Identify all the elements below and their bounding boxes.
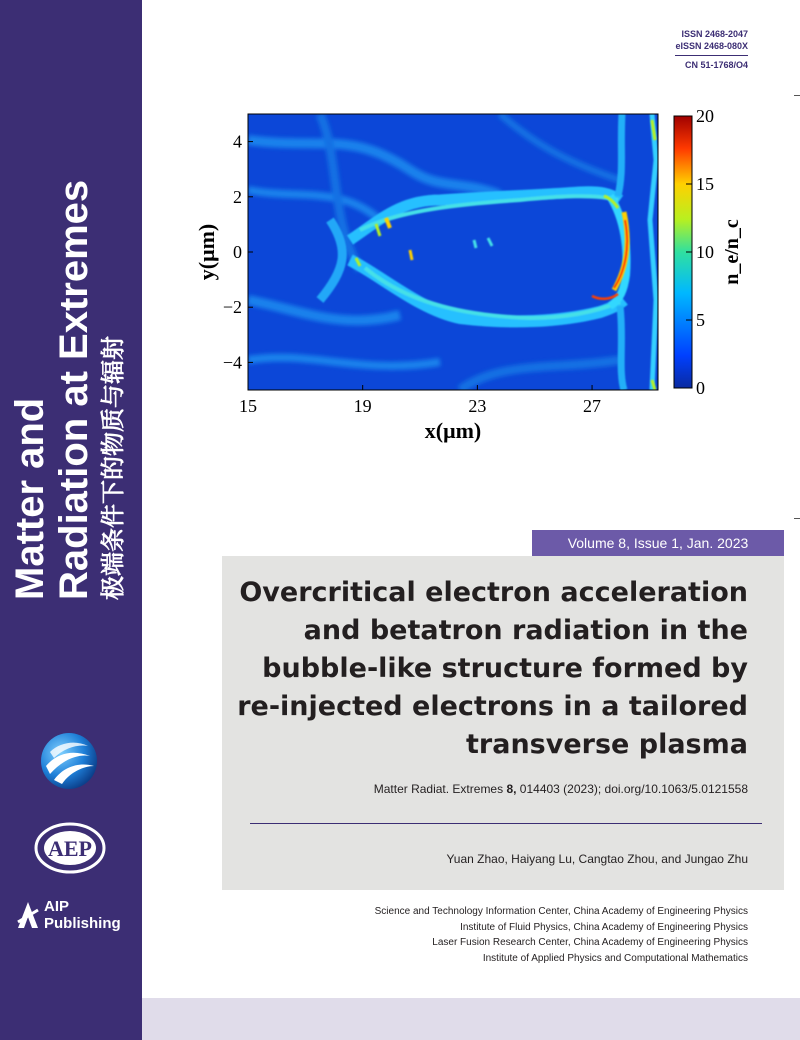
affiliation-item: Science and Technology Information Center, China Academy of Engineering Physics — [374, 906, 748, 917]
journal-title-vertical — [0, 0, 142, 1040]
journal-title-chinese: 极端条件下的物质与辐射 — [99, 336, 127, 600]
density-heatmap-figure — [194, 100, 760, 450]
y-tick-label: −4 — [222, 352, 242, 373]
trim-mark — [794, 518, 800, 519]
x-tick-label: 27 — [583, 396, 602, 416]
aip-logo-text — [44, 898, 121, 932]
aip-logo-line2: Publishing — [44, 915, 121, 932]
x-axis-label: x(μm) — [424, 418, 482, 443]
divider — [250, 823, 762, 824]
colorbar-tick-label: 15 — [696, 174, 714, 194]
affiliation-item: Laser Fusion Research Center, China Academy of Engineering Physics — [432, 937, 748, 948]
affiliation-item: Institute of Fluid Physics, China Academy of Engineering Physics — [460, 921, 748, 933]
article-citation — [236, 782, 748, 796]
citation-rest: 014403 (2023); doi.org/10.1063/5.0121558 — [516, 782, 748, 796]
aep-logo-icon — [34, 822, 106, 874]
aep-logo-text: AEP — [48, 836, 92, 861]
issue-volume-label: Volume 8, Issue 1, Jan. 2023 — [532, 530, 784, 556]
citation-volume: 8, — [506, 782, 517, 796]
affiliation-item: Institute of Applied Physics and Computational Mathematics — [482, 952, 748, 964]
trim-mark — [794, 95, 800, 96]
aip-publishing-logo — [16, 898, 128, 934]
aip-arrow-icon — [16, 900, 40, 930]
aip-logo-line1: AIP — [44, 898, 70, 915]
journal-title-line1: Matter and — [8, 397, 52, 600]
eissn: eISSN 2468-080X — [675, 41, 748, 51]
colorbar-tick-label: 5 — [696, 310, 705, 330]
colorbar-tick-label: 10 — [696, 242, 714, 262]
x-tick-label: 23 — [468, 396, 487, 416]
bottom-band — [142, 998, 800, 1040]
x-tick-label: 15 — [239, 396, 257, 416]
cn-number: CN 51-1768/O4 — [675, 55, 748, 71]
y-tick-label: −2 — [222, 297, 242, 318]
article-authors: Yuan Zhao, Haiyang Lu, Cangtao Zhou, and Jungao Zhu — [446, 852, 748, 866]
y-axis-label: y(μm) — [194, 223, 219, 281]
article-title: Overcritical electron acceleration and betatron radiation in the bubble-like structure formed by re-injected electrons in a tailored transverse plasma — [237, 577, 748, 760]
journal-title-line2: Radiation at Extremes — [52, 179, 96, 600]
colorbar-tick-label: 0 — [696, 378, 705, 398]
issn-block — [675, 28, 748, 71]
colorbar-tick-label: 20 — [696, 106, 714, 126]
citation-prefix: Matter Radiat. Extremes — [373, 782, 507, 796]
globe-logo-icon — [40, 732, 98, 790]
y-tick-label: 2 — [233, 186, 242, 207]
colorbar-label: n_e/n_c — [721, 219, 743, 285]
y-tick-label: 4 — [233, 131, 242, 152]
x-tick-label: 19 — [353, 396, 372, 416]
issn: ISSN 2468-2047 — [681, 29, 748, 39]
heatmap-background — [248, 114, 658, 390]
sidebar — [0, 0, 142, 1040]
affiliations-list — [222, 904, 748, 966]
y-tick-label: 0 — [233, 242, 242, 262]
